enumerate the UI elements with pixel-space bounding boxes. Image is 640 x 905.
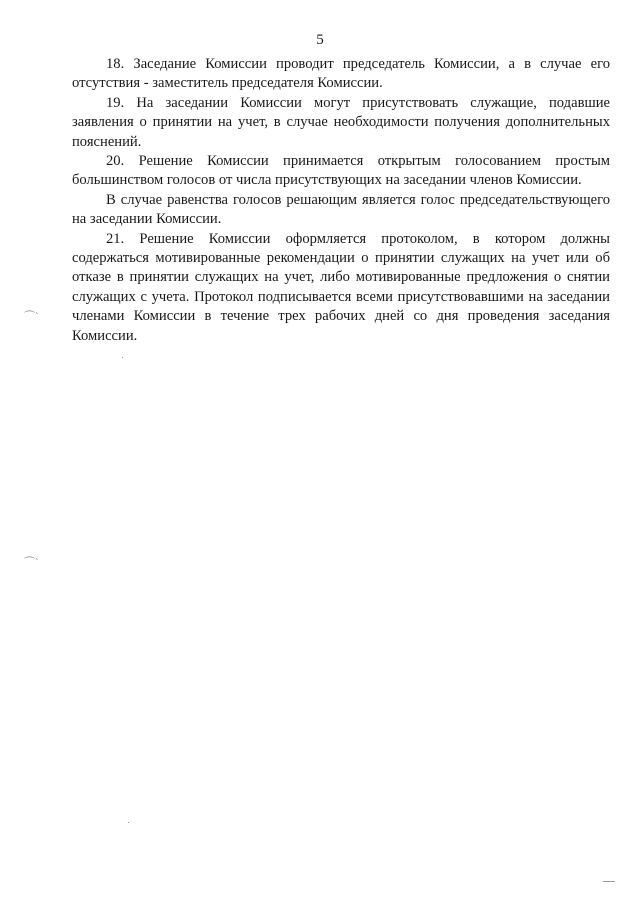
- paragraph-20-continued: [72, 191, 610, 230]
- scan-mark-middle: ⌒`: [24, 557, 39, 569]
- paragraph-19: [72, 94, 610, 152]
- document-body: [72, 55, 610, 346]
- paragraph-number: 19.: [106, 94, 125, 111]
- scan-dust: [128, 822, 129, 823]
- scan-dust: [122, 357, 123, 358]
- paragraph-text: Решение Комиссии оформляется протоколом, в котором должны содержаться мотивированные рекомендации о принятии служащих на учет или об отказе в принятии служащих на учет, либо мотивированные предложения о снятии служащих с учета. Протокол подписывается всеми присутствовавшими на заседании членами Комиссии в течение трех рабочих дней со дня проведения заседания Комиссии.: [72, 230, 610, 344]
- paragraph-18: [72, 55, 610, 94]
- paragraph-text: Заседание Комиссии проводит председатель Комиссии, а в случае его отсутствия - заместитель председателя Комиссии.: [72, 56, 610, 92]
- paragraph-text: В случае равенства голосов решающим является голос председательствующего на заседании Комиссии.: [72, 191, 610, 228]
- paragraph-20: [72, 152, 610, 191]
- page-number: 5: [316, 32, 324, 48]
- paragraph-text: На заседании Комиссии могут присутствовать служащие, подавшие заявления о принятии на учет, в случае необходимости получения дополнительных пояснений.: [72, 94, 610, 150]
- paragraph-number: 20.: [106, 153, 125, 170]
- scan-dust: [603, 881, 615, 882]
- paragraph-number: 21.: [106, 230, 125, 247]
- scan-mark-top: ⌒`: [24, 311, 39, 323]
- paragraph-number: 18.: [106, 56, 125, 72]
- paragraph-text: Решение Комиссии принимается открытым голосованием простым большинством голосов от числа присутствующих на заседании членов Комиссии.: [72, 153, 610, 189]
- paragraph-21: [72, 230, 610, 346]
